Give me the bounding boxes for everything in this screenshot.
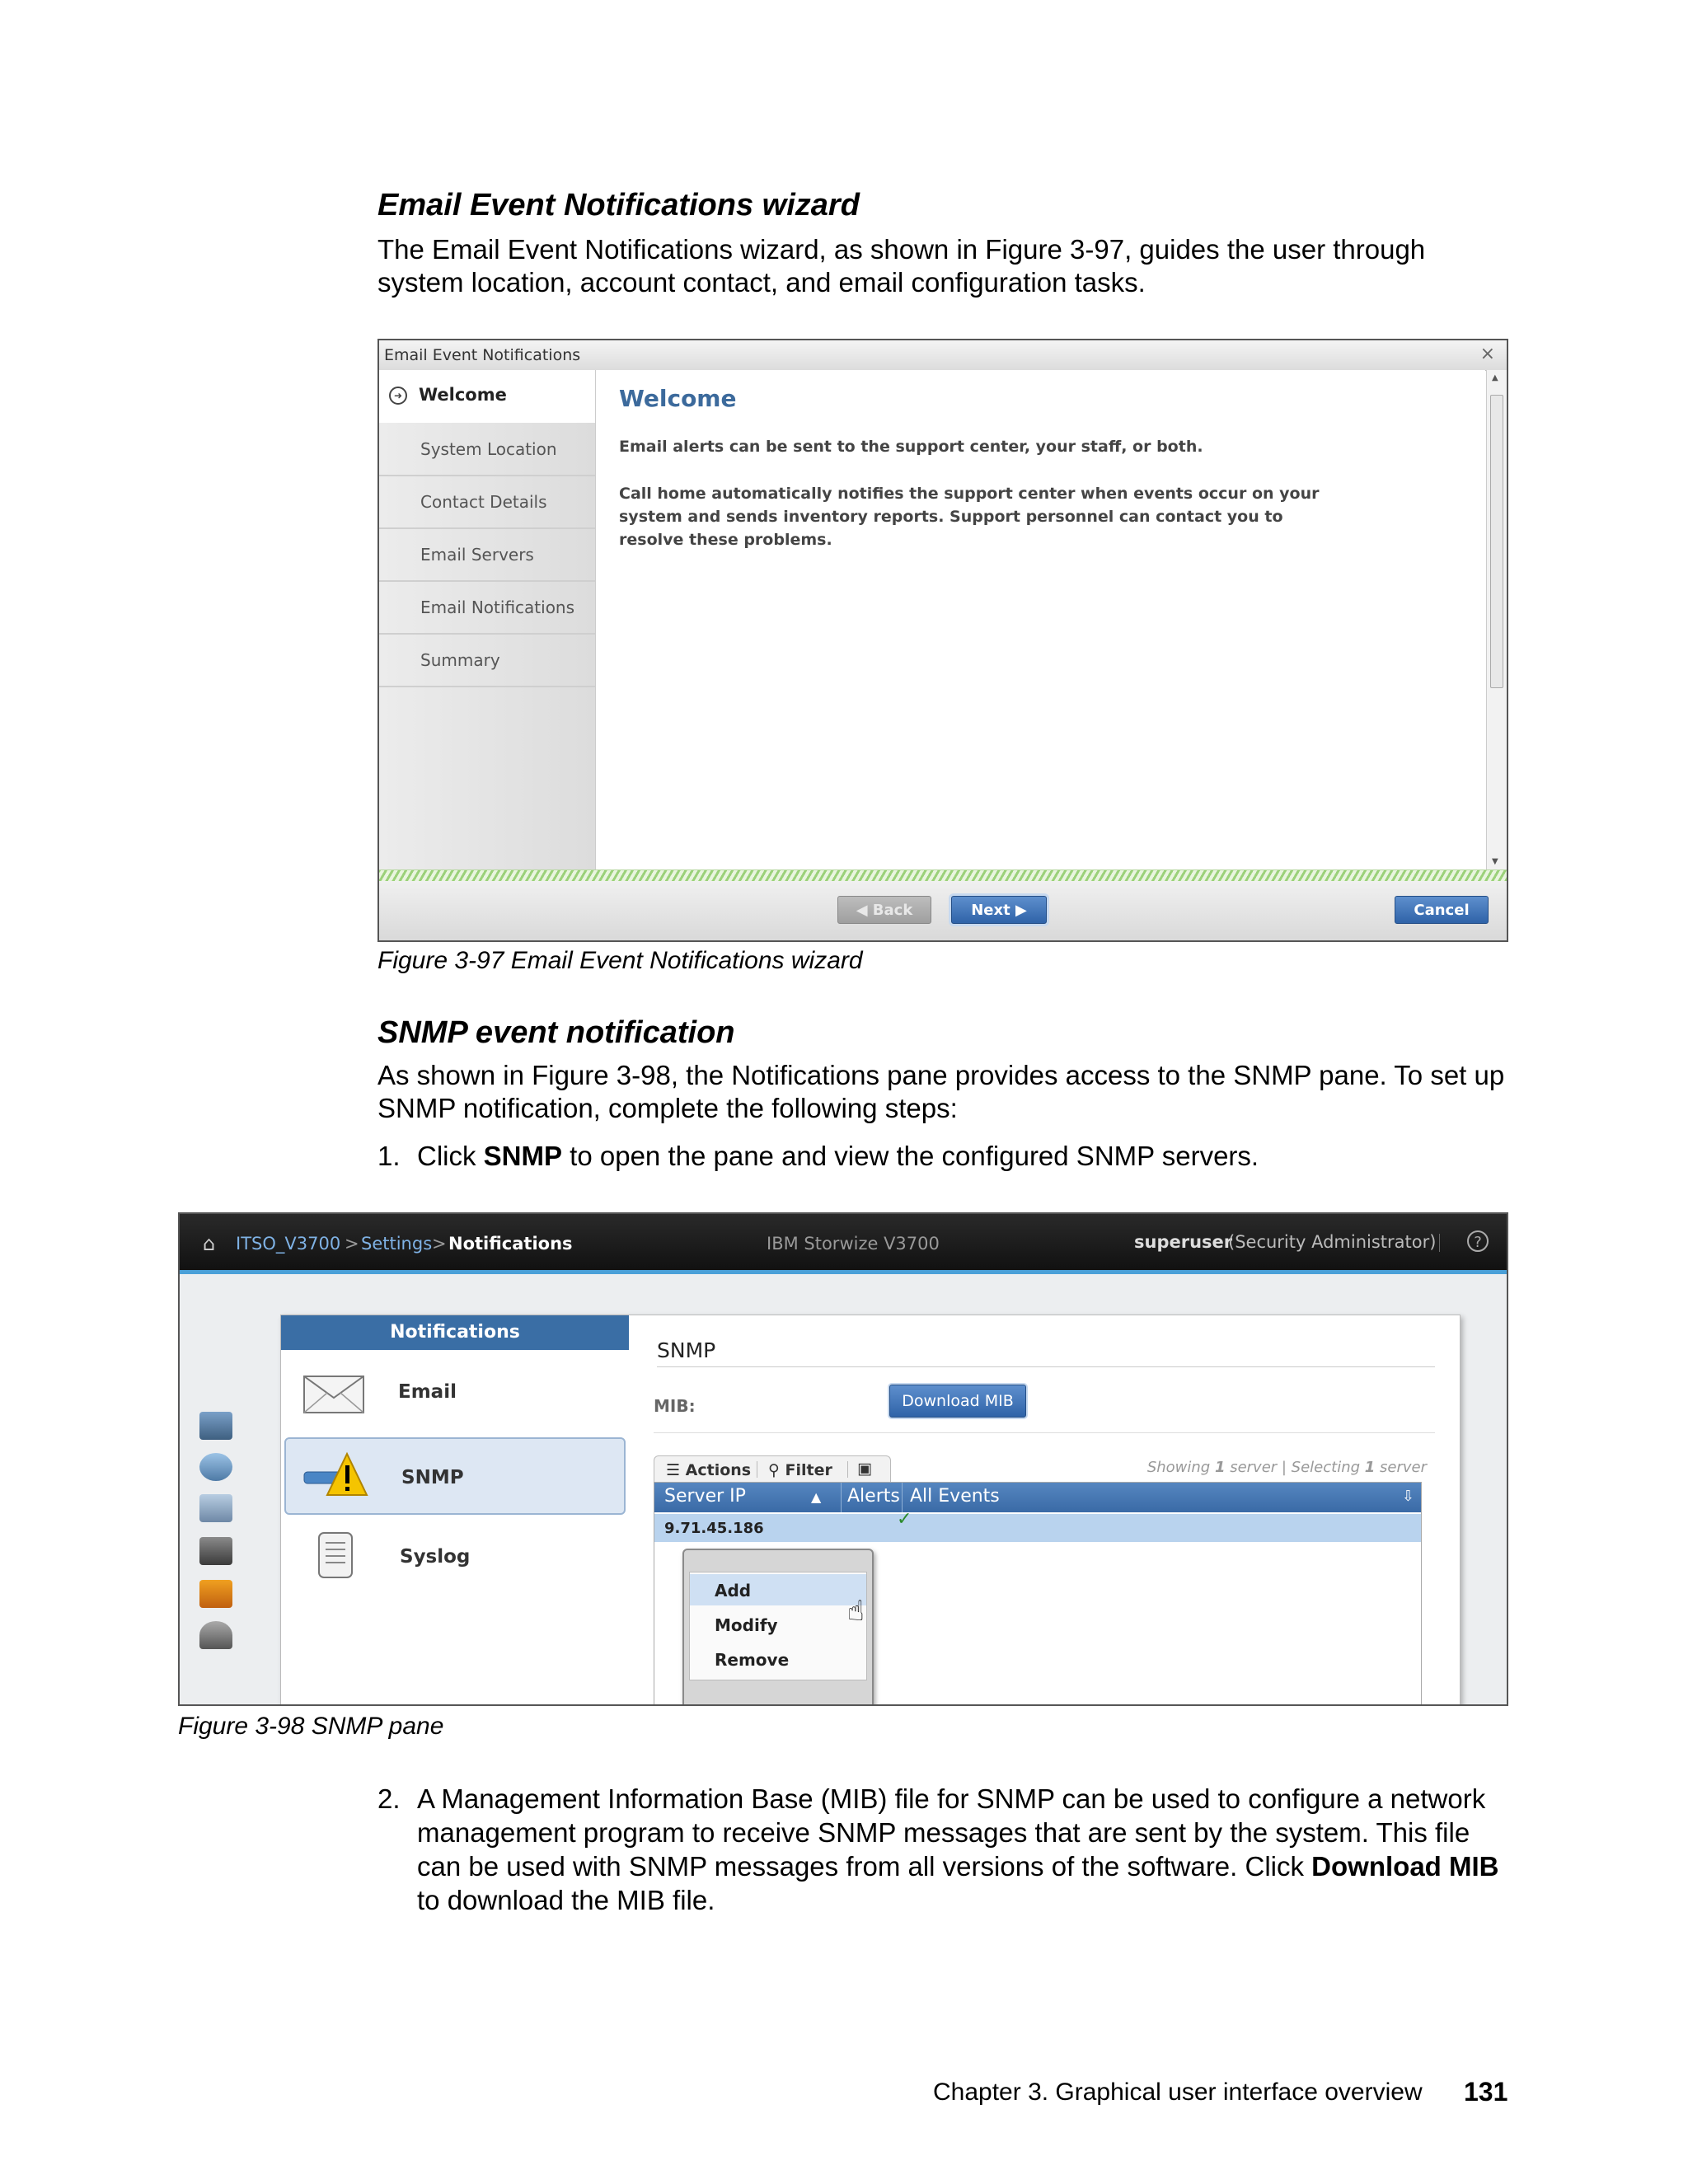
chapter-footer: Chapter 3. Graphical user interface overview — [933, 2079, 1423, 2106]
product-name: IBM Storwize V3700 — [767, 1234, 940, 1254]
hosts-icon[interactable] — [199, 1537, 232, 1565]
pools-icon[interactable] — [199, 1453, 232, 1481]
sidebar-item-label: SNMP — [401, 1467, 464, 1488]
wizard-step-contact-details[interactable] — [379, 476, 595, 529]
snmp-pane-screenshot — [178, 1212, 1508, 1706]
wizard-step-welcome[interactable] — [379, 370, 595, 423]
close-icon[interactable]: × — [1479, 344, 1495, 364]
user-name[interactable]: superuser — [1134, 1232, 1233, 1252]
function-icon-dock — [188, 1412, 237, 1706]
notifications-sidebar-title: Notifications — [281, 1315, 629, 1350]
toolbar-separator — [847, 1461, 848, 1478]
checkmark-icon: ✓ — [897, 1509, 912, 1530]
step-text-line-2: management program to receive SNMP messages that are sent by the system. This file — [417, 1817, 1470, 1848]
menu-item-modify[interactable]: Modify — [715, 1615, 778, 1635]
wizard-step-summary[interactable] — [379, 634, 595, 687]
ui-term: SNMP — [483, 1141, 563, 1171]
step-text-line-3: can be used with SNMP messages from all versions of the software. Click Download MIB — [417, 1851, 1499, 1882]
save-icon[interactable]: ▣ — [857, 1460, 872, 1478]
envelope-icon — [299, 1368, 368, 1419]
figure-97-caption: Figure 3-97 Email Event Notifications wizard — [377, 947, 863, 974]
step-number: 2. — [377, 1783, 401, 1814]
step-2 — [377, 1782, 1548, 1922]
content-paragraph-2: Call home automatically notifies the support center when events occur on your system and sends inventory reports. Support personnel can contact you to resolve these problems. — [619, 485, 1320, 549]
sidebar-item-syslog[interactable] — [284, 1518, 626, 1596]
snmp-intro-line-1: As shown in Figure 3-98, the Notifications pane provides access to the SNMP pane. To set up — [377, 1060, 1505, 1090]
figure-98-caption: Figure 3-98 SNMP pane — [178, 1713, 444, 1740]
wizard-step-email-servers[interactable] — [379, 528, 595, 582]
menu-item-remove[interactable]: Remove — [715, 1650, 790, 1670]
content-title: Welcome — [619, 385, 737, 412]
step-text-line-4: to download the MIB file. — [417, 1885, 715, 1915]
context-menu-list — [689, 1572, 867, 1680]
scroll-up-icon[interactable]: ▲ — [1492, 373, 1498, 382]
download-mib-button[interactable]: Download MIB — [889, 1385, 1026, 1418]
wizard-footer — [379, 881, 1507, 940]
step-text-line-1: A Management Information Base (MIB) file for SNMP can be used to configure a network — [417, 1783, 1486, 1814]
column-header-server-ip[interactable]: Server IP — [664, 1486, 746, 1507]
step-1 — [377, 1139, 1531, 1174]
snmp-section-title: SNMP — [657, 1338, 716, 1362]
page-number: 131 — [1464, 2077, 1508, 2107]
grid-toolbar — [654, 1455, 891, 1483]
next-button[interactable]: Next ▶ — [951, 896, 1047, 924]
sidebar-item-email[interactable] — [284, 1357, 626, 1434]
top-nav-bar — [180, 1214, 1507, 1270]
topbar-divider — [1439, 1234, 1440, 1252]
help-icon[interactable]: ? — [1467, 1230, 1489, 1252]
wizard-step-label: Email Notifications — [420, 598, 575, 617]
menu-item-add[interactable]: Add — [690, 1574, 866, 1605]
actions-menu[interactable]: ☰ Actions — [666, 1461, 752, 1479]
column-chooser-icon[interactable]: ⇩ — [1401, 1488, 1414, 1505]
filter-button[interactable]: ⚲ Filter — [768, 1461, 832, 1479]
column-header-all-events[interactable]: All Events — [910, 1486, 1000, 1507]
table-row[interactable] — [654, 1509, 1421, 1542]
access-icon[interactable] — [199, 1621, 232, 1649]
search-icon: ⚲ — [768, 1461, 785, 1479]
user-role: (Security Administrator) — [1228, 1232, 1437, 1252]
server-ip-cell: 9.71.45.186 — [664, 1520, 764, 1537]
content-paragraph-1: Email alerts can be sent to the support center, your staff, or both. — [619, 438, 1203, 456]
sort-ascending-icon[interactable]: ▲ — [811, 1489, 822, 1505]
wizard-step-email-notifications[interactable] — [379, 581, 595, 635]
email-intro-line-2: system location, account contact, and email configuration tasks. — [377, 267, 1146, 298]
list-icon: ☰ — [666, 1461, 686, 1479]
back-button[interactable]: ◀ Back — [837, 896, 931, 924]
table-header — [654, 1483, 1421, 1512]
home-icon[interactable]: ⌂ — [203, 1232, 216, 1255]
copy-services-icon[interactable] — [199, 1580, 232, 1608]
snmp-intro-line-2: SNMP notification, complete the following steps: — [377, 1093, 958, 1123]
scroll-log-icon — [299, 1530, 368, 1581]
ui-term: Download MIB — [1311, 1851, 1499, 1882]
snmp-warning-icon — [301, 1451, 370, 1502]
wizard-window-title: Email Event Notifications — [384, 346, 581, 364]
wizard-title-bar — [379, 340, 1507, 371]
snmp-heading: SNMP event notification — [377, 1015, 735, 1050]
step-text: Click SNMP to open the pane and view the configured SNMP servers. — [417, 1141, 1259, 1171]
current-step-arrow-icon: ➜ — [389, 387, 407, 405]
progress-divider — [379, 869, 1507, 882]
wizard-step-label: Email Servers — [420, 545, 534, 565]
sidebar-item-snmp[interactable] — [284, 1437, 626, 1515]
monitoring-icon[interactable] — [199, 1412, 232, 1440]
hand-cursor-icon: ☝ — [847, 1595, 865, 1628]
wizard-step-system-location[interactable] — [379, 423, 595, 476]
content-scrollbar[interactable] — [1486, 370, 1507, 869]
breadcrumb-system[interactable]: ITSO_V3700 — [236, 1234, 341, 1254]
wizard-step-nav — [379, 370, 596, 869]
cancel-button[interactable]: Cancel — [1395, 896, 1489, 924]
wizard-step-label: System Location — [420, 439, 557, 459]
section-divider — [654, 1432, 1435, 1433]
scroll-down-icon[interactable]: ▼ — [1492, 857, 1498, 866]
wizard-step-label: Summary — [420, 650, 500, 670]
breadcrumb-settings[interactable]: Settings — [361, 1234, 433, 1254]
context-menu — [682, 1549, 874, 1706]
column-separator — [841, 1483, 842, 1512]
sidebar-item-label: Syslog — [400, 1546, 471, 1568]
breadcrumb-current: Notifications — [448, 1234, 573, 1254]
email-wizard-screenshot — [377, 339, 1508, 942]
email-wizard-heading: Email Event Notifications wizard — [377, 188, 860, 223]
wizard-step-label: Contact Details — [420, 492, 547, 512]
wizard-content — [596, 370, 1485, 869]
column-header-alerts[interactable]: Alerts — [847, 1486, 900, 1507]
selection-status: Showing 1 server | Selecting 1 server — [1146, 1459, 1427, 1476]
sidebar-item-label: Email — [398, 1381, 457, 1403]
step-number: 1. — [377, 1141, 401, 1171]
section-divider — [657, 1366, 1435, 1367]
topbar-accent-line — [180, 1270, 1507, 1274]
breadcrumb-separator: > — [432, 1234, 447, 1254]
column-separator — [902, 1483, 903, 1512]
mib-label: MIB: — [654, 1396, 696, 1416]
email-intro-line-1: The Email Event Notifications wizard, as shown in Figure 3-97, guides the user through — [377, 234, 1426, 265]
scrollbar-thumb[interactable] — [1490, 395, 1503, 688]
volumes-icon[interactable] — [199, 1494, 232, 1522]
wizard-step-label: Welcome — [419, 385, 507, 405]
breadcrumb-separator: > — [345, 1234, 359, 1254]
